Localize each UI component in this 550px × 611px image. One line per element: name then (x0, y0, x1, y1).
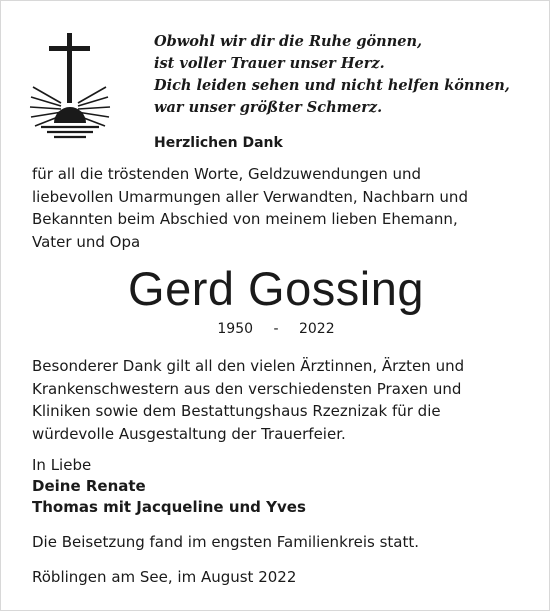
cross-sun-water-icon (27, 31, 113, 143)
signer: Thomas mit Jacqueline und Yves (32, 498, 306, 516)
signer: Deine Renate (32, 477, 146, 495)
life-dates (1, 319, 550, 339)
poem-line: war unser größter Schmerz. (154, 99, 383, 116)
poem (154, 31, 510, 119)
birth-year: 1950 (217, 321, 254, 337)
poem-line: ist voller Trauer unser Herz. (154, 55, 385, 72)
place-date: Röblingen am See, im August 2022 (32, 568, 297, 586)
funeral-note: Die Beisetzung fand im engsten Familienkreis statt. (32, 533, 419, 551)
date-separator: - (273, 321, 279, 337)
poem-line: Obwohl wir dir die Ruhe gönnen, (154, 33, 423, 50)
special-thanks-paragraph: Besonderer Dank gilt all den vielen Ärztinnen, Ärzten und Krankenschwestern aus den verschiedensten Praxen und Kliniken sowie dem Bestattungshaus Rzeznizak für die würdevolle Ausgestaltung der Trauerfeier. (32, 357, 465, 443)
closing-intro: In Liebe (32, 456, 92, 474)
poem-line: Dich leiden sehen und nicht helfen können, (154, 77, 510, 94)
closing-signature (32, 455, 306, 518)
deceased-name: Gerd Gossing (128, 262, 424, 315)
death-year: 2022 (298, 321, 335, 337)
thanks-paragraph: für all die tröstenden Worte, Geldzuwendungen und liebevollen Umarmungen aller Verwandten, Nachbarn und Bekannten beim Abschied von meinem lieben Ehemann, Vater und Opa (32, 165, 468, 251)
thanks-heading: Herzlichen Dank (154, 135, 283, 151)
